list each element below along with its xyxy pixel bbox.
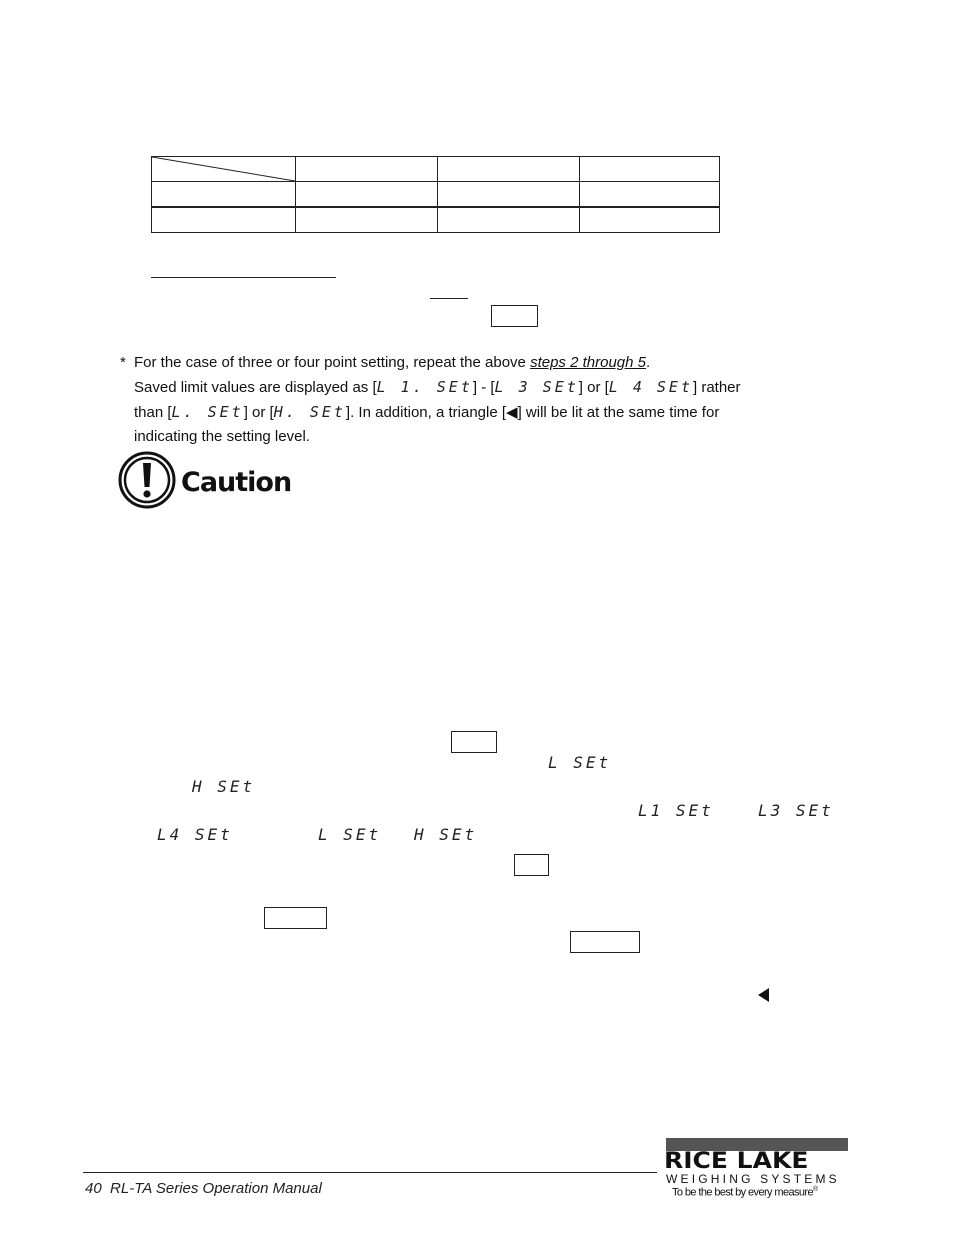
- table-cell: [296, 182, 438, 208]
- note-line-4: indicating the setting level.: [134, 428, 310, 445]
- table-header-cell: [296, 157, 438, 182]
- note-text: than [: [134, 404, 172, 421]
- table-header-cell: [580, 157, 720, 182]
- table-cell: [438, 207, 580, 233]
- note-asterisk: *: [120, 354, 126, 371]
- table-cell: [580, 207, 720, 233]
- rice-lake-logo: RICE LAKE: [664, 1147, 809, 1174]
- note-text: ]. In addition, a triangle [: [345, 404, 507, 421]
- table-cell: [580, 182, 720, 208]
- note-text: ] or [: [578, 379, 609, 396]
- triangle-left-icon: ◀: [506, 404, 518, 421]
- caution-label: Caution: [181, 466, 292, 498]
- l3-set-code: L3 SEt: [758, 801, 834, 820]
- logo-subtitle: WEIGHING SYSTEMS: [666, 1172, 840, 1186]
- key-box: [514, 854, 549, 876]
- exclamation-circle-icon: [117, 450, 177, 515]
- key-box: [570, 931, 640, 953]
- table-cell: [296, 207, 438, 233]
- underline-rule: [430, 298, 468, 299]
- triangle-left-icon: [758, 988, 769, 1002]
- table-row-header: [152, 207, 296, 233]
- segment-code: L 1. SEt: [376, 378, 473, 396]
- registered-mark: ®: [813, 1186, 818, 1193]
- l1-set-code: L1 SEt: [638, 801, 714, 820]
- manual-title: RL-TA Series Operation Manual: [110, 1180, 322, 1197]
- page-number: 40: [85, 1180, 102, 1197]
- l-set-code: L SEt: [318, 825, 382, 844]
- key-box: [264, 907, 327, 929]
- caution-heading: [117, 452, 291, 512]
- note-text: ] rather: [693, 379, 741, 396]
- table-cell: [438, 182, 580, 208]
- table-row-header: [152, 182, 296, 208]
- l-set-code: L SEt: [548, 753, 612, 772]
- note-text: ] will be lit at the same time for: [517, 404, 720, 421]
- segment-code: H. SEt: [273, 403, 346, 421]
- note-text: For the case of three or four point setting, repeat the above: [134, 354, 531, 371]
- note-text: ] or [: [243, 404, 274, 421]
- segment-code: L 3 SEt: [494, 378, 579, 396]
- key-box: [451, 731, 497, 753]
- note-text: .: [646, 354, 651, 371]
- footer-rule: [83, 1172, 657, 1173]
- h-set-code: H SEt: [414, 825, 478, 844]
- underline-rule: [151, 277, 336, 278]
- table-header-cell: [438, 157, 580, 182]
- note-text: ] - [: [472, 379, 495, 396]
- steps-reference: steps 2 through 5: [530, 354, 646, 371]
- tagline-text: To be the best by every measure: [672, 1186, 813, 1199]
- l4-set-code: L4 SEt: [157, 825, 233, 844]
- note-text: Saved limit values are displayed as [: [134, 379, 377, 396]
- footer: [85, 1180, 322, 1197]
- note-line-2: [134, 375, 824, 400]
- segment-code: L 4 SEt: [608, 378, 693, 396]
- note-line-3: [134, 400, 824, 425]
- note-line-1: [134, 351, 824, 375]
- segment-code: L. SEt: [171, 403, 244, 421]
- table-diagonal-line: [151, 156, 296, 182]
- key-box: [491, 305, 538, 327]
- logo-tagline: [672, 1186, 818, 1199]
- h-set-code: H SEt: [192, 777, 256, 796]
